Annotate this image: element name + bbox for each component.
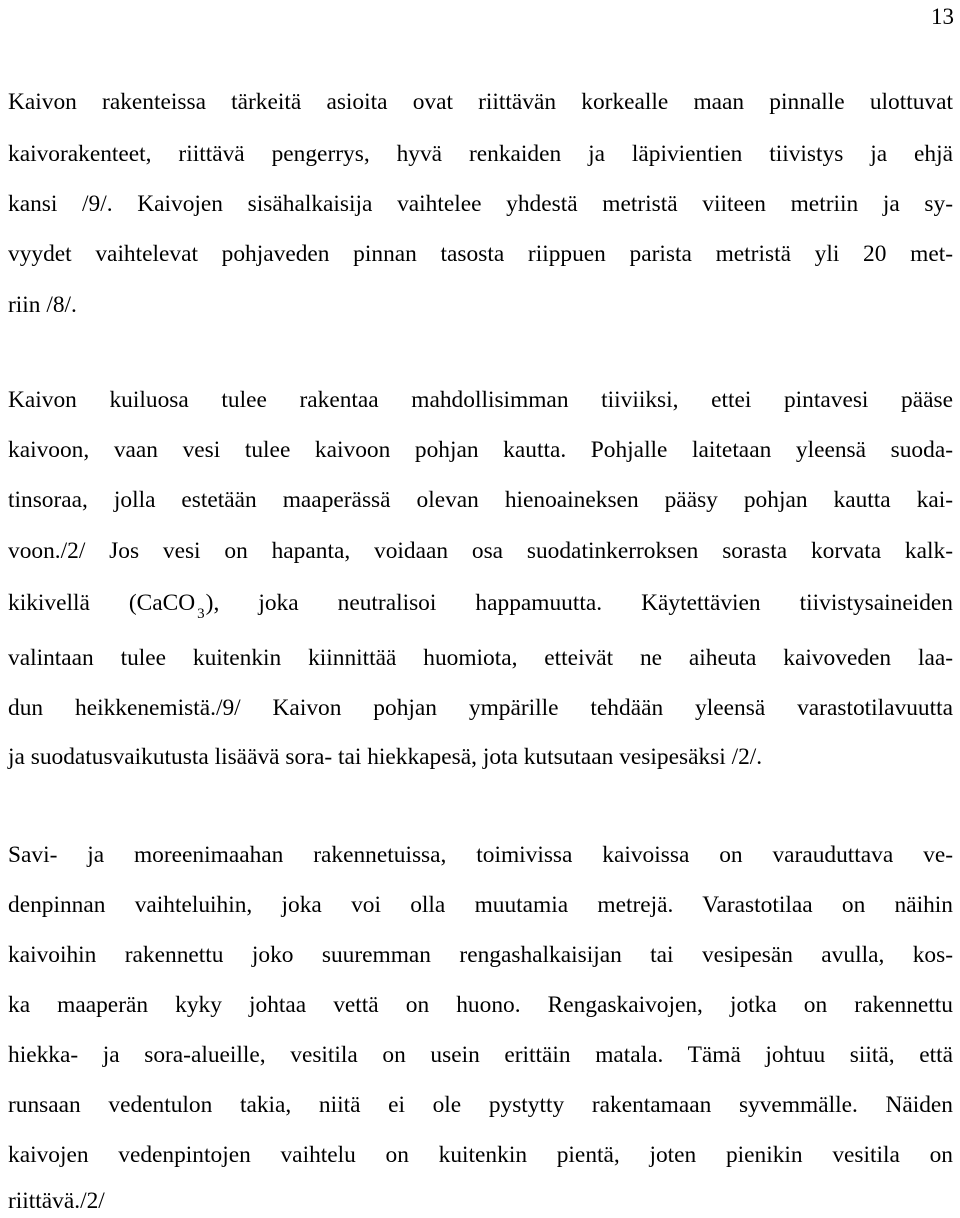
paragraph-line: ja suodatusvaikutusta lisäävä sora- tai hiekkapesä, jota kutsutaan vesipesäksi /2/.	[8, 744, 763, 770]
paragraph-line: kaivoihin rakennettu joko suuremman rengashalkaisijan tai vesipesän avulla, kos-	[8, 942, 953, 968]
paragraph-line: kansi /9/. Kaivojen sisähalkaisija vaihtelee yhdestä metristä viiteen metriin ja sy-	[8, 191, 953, 217]
paragraph-line: kaivojen vedenpintojen vaihtelu on kuitenkin pientä, joten pienikin vesitila on	[8, 1142, 953, 1168]
paragraph-line: voon./2/ Jos vesi on hapanta, voidaan osa suodatinkerroksen sorasta korvata kalk-	[8, 538, 953, 564]
paragraph-line: Kaivon rakenteissa tärkeitä asioita ovat riittävän korkealle maan pinnalle ulottuvat	[8, 89, 953, 115]
paragraph-line: Kaivon kuiluosa tulee rakentaa mahdollisimman tiiviiksi, ettei pintavesi pääse	[8, 387, 953, 413]
formula-subscript: 3	[197, 606, 205, 622]
line-text-before-formula: kikivellä (CaCO	[8, 590, 196, 616]
paragraph-line: kaivoon, vaan vesi tulee kaivoon pohjan kautta. Pohjalle laitetaan yleensä suoda-	[8, 437, 953, 463]
paragraph-line: ka maaperän kyky johtaa vettä on huono. Rengaskaivojen, jotka on rakennettu	[8, 992, 953, 1018]
paragraph-line: runsaan vedentulon takia, niitä ei ole pystytty rakentamaan syvemmälle. Näiden	[8, 1092, 953, 1118]
paragraph-line: tinsoraa, jolla estetään maaperässä olevan hienoaineksen pääsy pohjan kautta kai-	[8, 487, 953, 513]
paragraph-line: riittävä./2/	[8, 1188, 105, 1214]
paragraph-line: hiekka- ja sora-alueille, vesitila on usein erittäin matala. Tämä johtuu siitä, että	[8, 1042, 953, 1068]
paragraph-line-caco3	[8, 589, 953, 620]
paragraph-line: denpinnan vaihteluihin, joka voi olla muutamia metrejä. Varastotilaa on näihin	[8, 892, 953, 918]
paragraph-line: kaivorakenteet, riittävä pengerrys, hyvä renkaiden ja läpivientien tiivistys ja ehjä	[8, 141, 953, 167]
page-number: 13	[931, 4, 954, 29]
paragraph-line: riin /8/.	[8, 292, 77, 318]
paragraph-line: valintaan tulee kuitenkin kiinnittää huomiota, etteivät ne aiheuta kaivoveden laa-	[8, 645, 953, 671]
paragraph-line: vyydet vaihtelevat pohjaveden pinnan tasosta riippuen parista metristä yli 20 met-	[8, 241, 953, 267]
paragraph-line: Savi- ja moreenimaahan rakennetuissa, toimivissa kaivoissa on varauduttava ve-	[8, 842, 953, 868]
paragraph-line: dun heikkenemistä./9/ Kaivon pohjan ympärille tehdään yleensä varastotilavuutta	[8, 695, 953, 721]
line-text-after-formula: ), joka neutralisoi happamuutta. Käytettävien tiivistysaineiden	[205, 590, 953, 616]
